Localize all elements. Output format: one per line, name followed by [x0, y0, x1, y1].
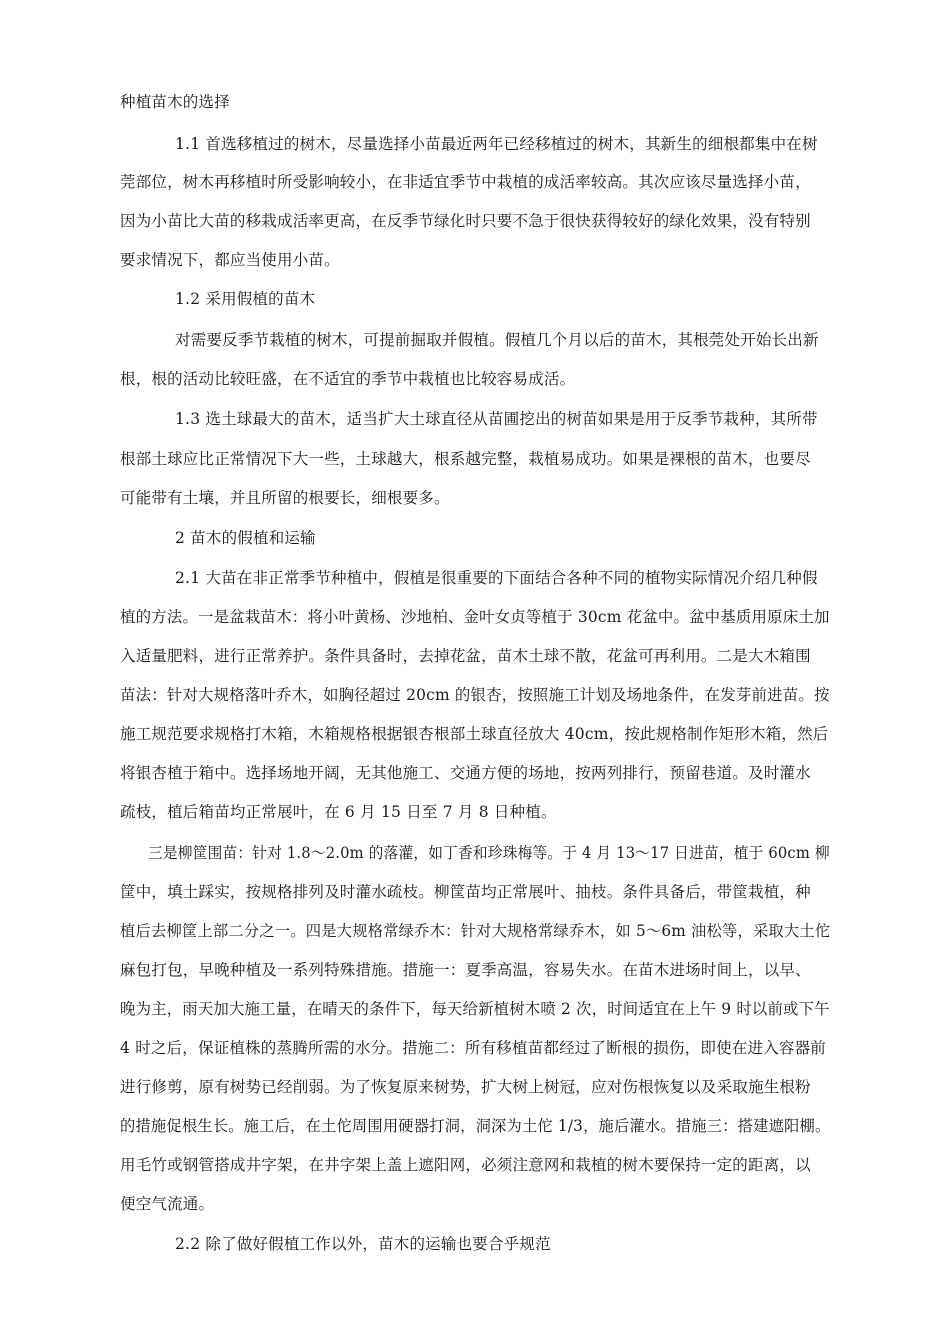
- paragraph-line: 用毛竹或钢管搭成井字架，在井字架上盖上遮阳网，必须注意网和栽植的树木要保持一定的距离，以: [120, 1156, 811, 1174]
- paragraph-line: 植的方法。一是盆栽苗木：将小叶黄杨、沙地柏、金叶女贞等植于 30cm 花盆中。盆中基质用原床土加: [120, 608, 830, 626]
- paragraph-line: 便空气流通。: [120, 1195, 215, 1213]
- paragraph-line: 莞部位，树木再移植时所受影响较小，在非适宜季节中栽植的成活率较高。其次应该尽量选择小苗，: [120, 173, 811, 191]
- paragraph-line: 1.3 选土球最大的苗木，适当扩大土球直径从苗圃挖出的树苗如果是用于反季节栽种，其所带: [175, 410, 818, 428]
- document-title: 种植苗木的选择: [120, 93, 230, 111]
- paragraph-line: 晚为主，雨天加大施工量，在晴天的条件下，每天给新植树木喷 2 次，时间适宜在上午 9 时以前或下午: [120, 1000, 830, 1018]
- paragraph-line: 施工规范要求规格打木箱，木箱规格根据银杏根部土球直径放大 40cm，按此规格制作矩形木箱，然后: [120, 725, 829, 743]
- paragraph-line: 根部土球应比正常情况下大一些，土球越大，根系越完整，栽植易成功。如果是裸根的苗木，也要尽: [120, 450, 811, 468]
- paragraph-line: 2.1 大苗在非正常季节种植中，假植是很重要的下面结合各种不同的植物实际情况介绍几种假: [175, 569, 818, 587]
- paragraph-line: 对需要反季节栽植的树木，可提前掘取并假植。假植几个月以后的苗木，其根莞处开始长出新: [175, 331, 819, 349]
- paragraph-line: 1.1 首选移植过的树木，尽量选择小苗最近两年已经移植过的树木，其新生的细根都集中在树: [175, 135, 818, 153]
- paragraph-line: 三是柳筐围苗：针对 1.8～2.0m 的落灌，如丁香和珍珠梅等。于 4 月 13～17 日进苗，植于 60cm 柳: [148, 844, 830, 862]
- paragraph-line: 将银杏植于箱中。选择场地开阔，无其他施工、交通方便的场地，按两列排行，预留巷道。及时灌水: [120, 764, 811, 782]
- section-heading: 2 苗木的假植和运输: [175, 529, 316, 547]
- paragraph-line: 麻包打包，早晚种植及一系列特殊措施。措施一：夏季高温，容易失水。在苗木进场时间上，以早、: [120, 961, 811, 979]
- paragraph-line: 因为小苗比大苗的移栽成活率更高，在反季节绿化时只要不急于很快获得较好的绿化效果，没有特别: [120, 212, 811, 230]
- paragraph-line: 可能带有土壤，并且所留的根要长，细根要多。: [120, 489, 450, 507]
- paragraph-line: 疏枝，植后箱苗均正常展叶，在 6 月 15 日至 7 月 8 日种植。: [120, 803, 557, 821]
- paragraph-line: 筐中，填土踩实，按规格排列及时灌水疏枝。柳筐苗均正常展叶、抽枝。条件具备后，带筐栽植，种: [120, 883, 811, 901]
- paragraph-line: 的措施促根生长。施工后，在土佗周围用硬器打洞，洞深为土佗 1/3，施后灌水。措施三：搭建遮阳棚。: [120, 1117, 831, 1135]
- paragraph-line: 苗法：针对大规格落叶乔木，如胸径超过 20cm 的银杏，按照施工计划及场地条件，在发芽前进苗。按: [120, 686, 830, 704]
- section-heading: 1.2 采用假植的苗木: [175, 290, 316, 308]
- paragraph-line: 根，根的活动比较旺盛，在不适宜的季节中栽植也比较容易成活。: [120, 370, 576, 388]
- paragraph-line: 植后去柳筐上部二分之一。四是大规格常绿乔木：针对大规格常绿乔木，如 5～6m 油松等，采取大土佗: [120, 922, 831, 940]
- paragraph-line: 入适量肥料，进行正常养护。条件具备时，去掉花盆，苗木土球不散，花盆可再利用。二是大木箱围: [120, 647, 811, 665]
- section-heading: 2.2 除了做好假植工作以外，苗木的运输也要合乎规范: [175, 1235, 551, 1253]
- paragraph-line: 4 时之后，保证植株的蒸腾所需的水分。措施二：所有移植苗都经过了断根的损伤，即使在进入容器前: [120, 1039, 826, 1057]
- paragraph-line: 要求情况下，都应当使用小苗。: [120, 251, 340, 269]
- paragraph-line: 进行修剪，原有树势已经削弱。为了恢复原来树势，扩大树上树冠，应对伤根恢复以及采取施生根粉: [120, 1078, 811, 1096]
